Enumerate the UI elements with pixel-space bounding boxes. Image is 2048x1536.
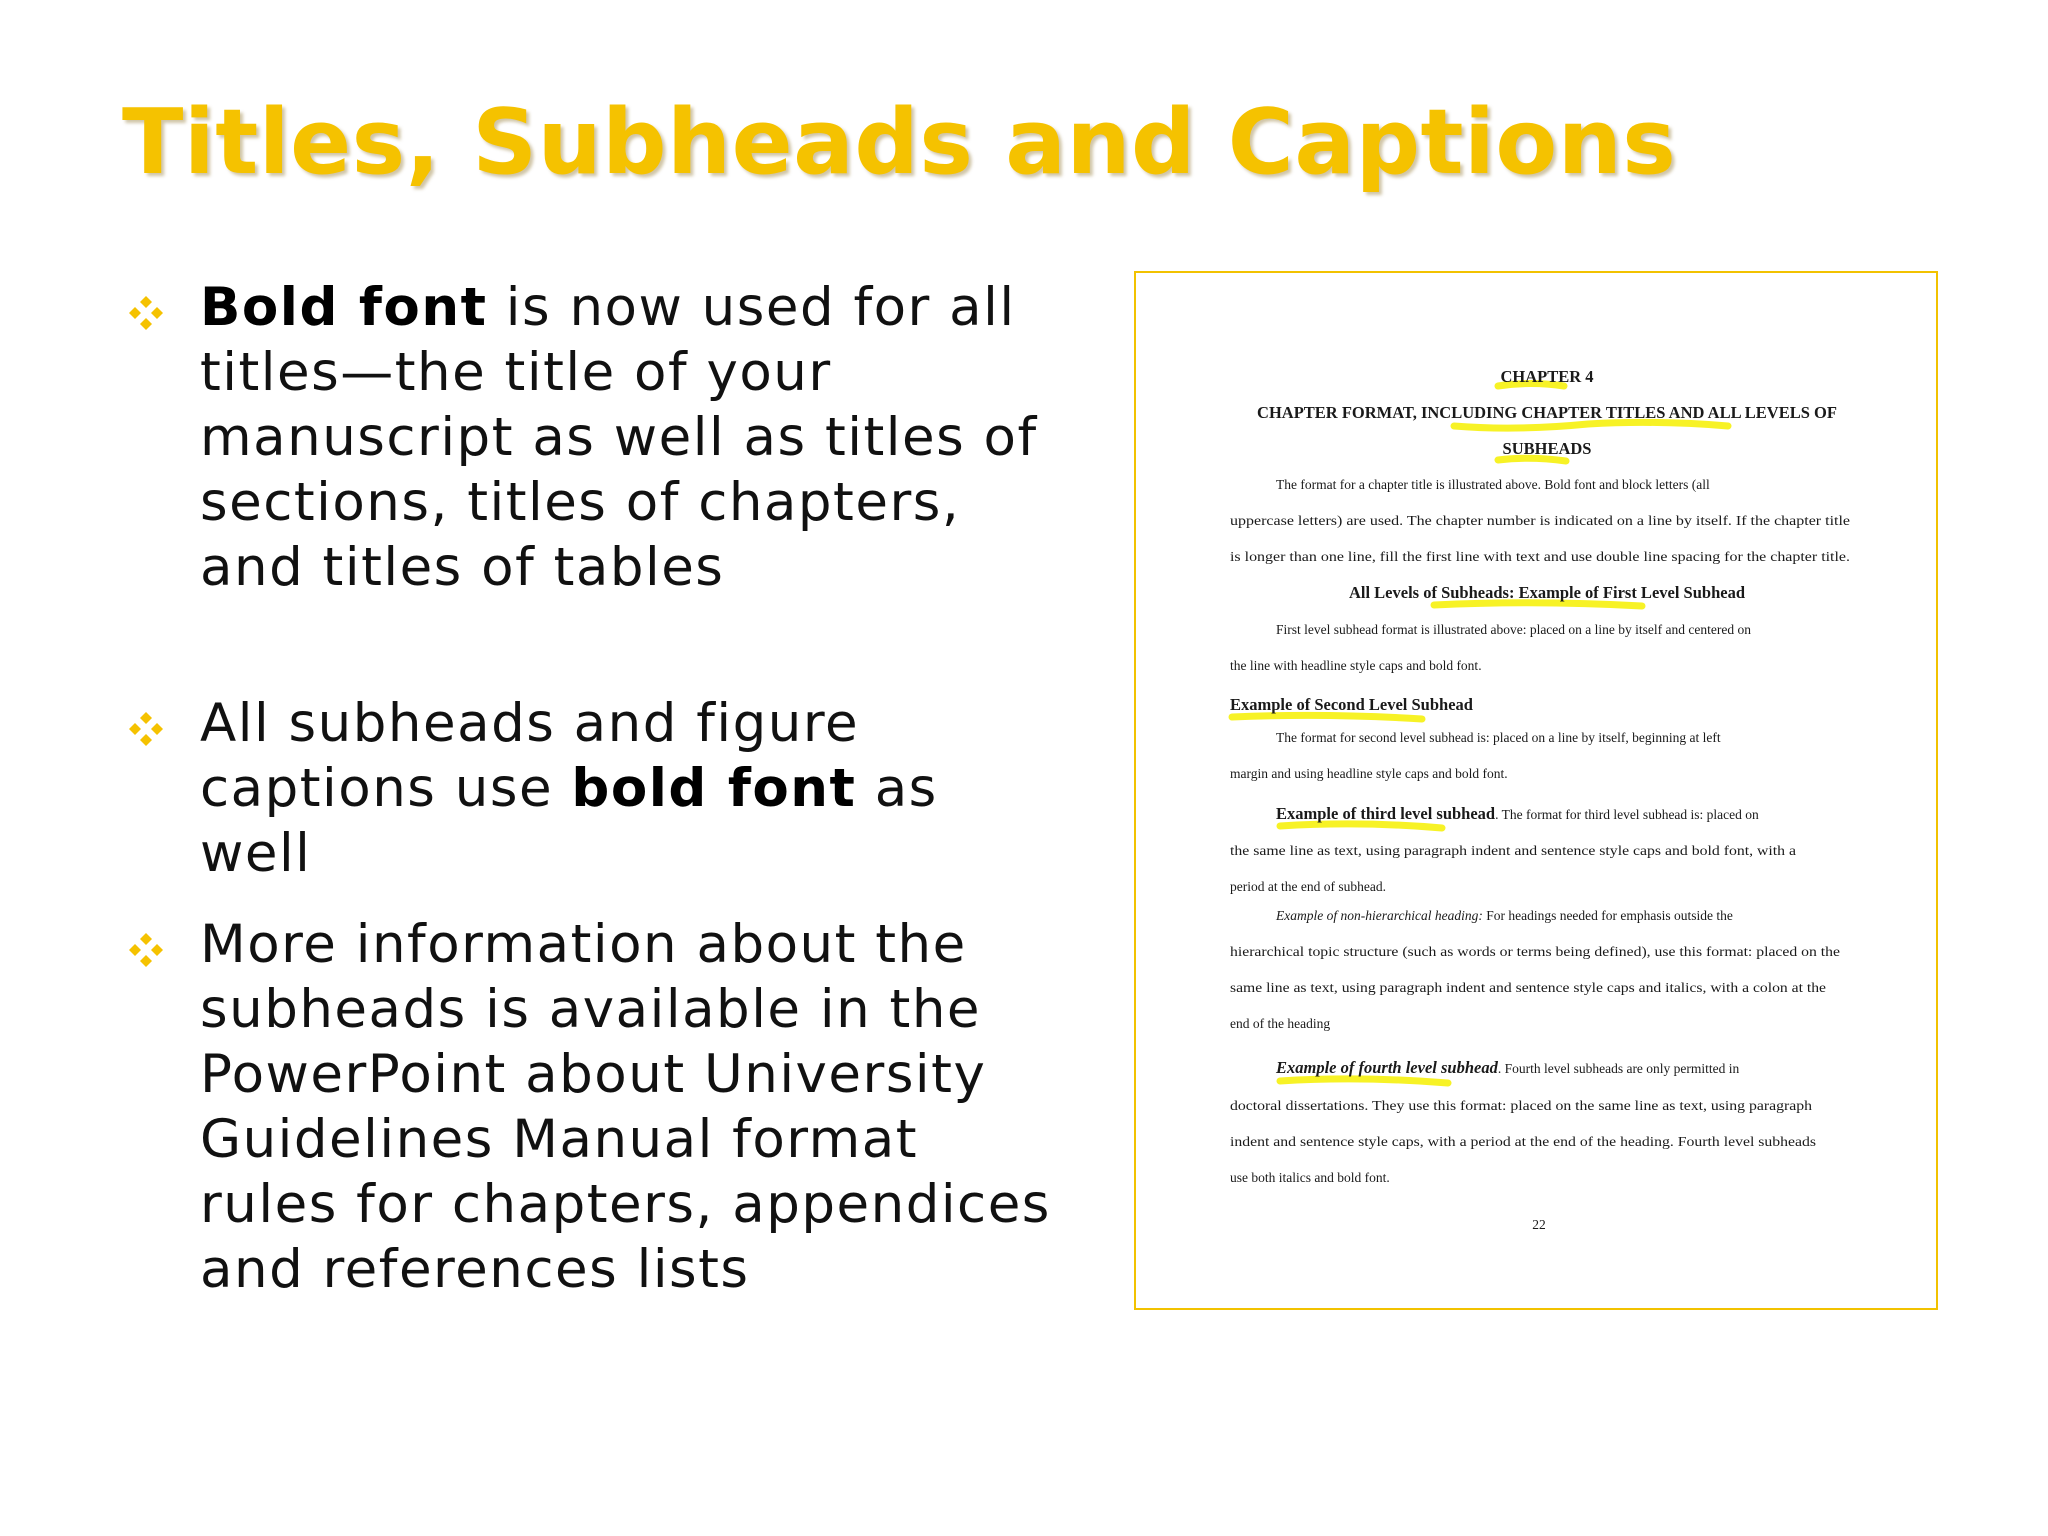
paragraph-line: use both italics and bold font. bbox=[1230, 1170, 1390, 1185]
paragraph-line: The format for second level subhead is: placed on a line by itself, beginning at left bbox=[1276, 730, 1721, 745]
slide-title: Titles, Subheads and Captions bbox=[122, 90, 1677, 195]
bullet-text bbox=[200, 912, 1060, 1302]
bullet-body: All subheads and figure captions use bbox=[200, 693, 860, 819]
chapter-title: SUBHEADS bbox=[1502, 439, 1592, 458]
paragraph-line: The format for a chapter title is illustrated above. Bold font and block letters (all bbox=[1276, 477, 1710, 492]
paragraph-line: First level subhead format is illustrated above: placed on a line by itself and centered on bbox=[1276, 622, 1751, 637]
highlight-mark bbox=[1280, 824, 1442, 828]
highlight-mark bbox=[1454, 422, 1728, 428]
second-level-subhead: Example of Second Level Subhead bbox=[1230, 695, 1473, 714]
page-number: 22 bbox=[1532, 1217, 1546, 1232]
chapter-label: CHAPTER 4 bbox=[1500, 367, 1594, 386]
paragraph-line: uppercase letters) are used. The chapter number is indicated on a line by itself. If the chapter title bbox=[1230, 513, 1851, 528]
bullet-body: is now used for all titles—the title of your manuscript as well as titles of sections, titles of chapters, and titles of tables bbox=[200, 277, 1038, 598]
third-level-subhead: Example of third level subhead bbox=[1276, 804, 1496, 823]
fourth-level-subhead: Example of fourth level subhead bbox=[1276, 1058, 1498, 1077]
four-diamond-bullet-icon bbox=[126, 293, 166, 333]
paragraph-line: indent and sentence style caps, with a period at the end of the heading. Fourth level subheads bbox=[1230, 1134, 1816, 1149]
paragraph-line: end of the heading bbox=[1230, 1016, 1331, 1031]
paragraph-line: period at the end of subhead. bbox=[1230, 879, 1386, 894]
paragraph-text: . Fourth level subheads are only permitted in bbox=[1497, 1061, 1740, 1076]
bullet-text bbox=[200, 275, 1060, 600]
bold-lead: Bold font bbox=[200, 277, 488, 338]
paragraph-line bbox=[1276, 804, 1759, 823]
highlight-mark bbox=[1232, 715, 1422, 719]
document-page-image bbox=[1134, 271, 1938, 1310]
bold-phrase: bold font bbox=[571, 758, 857, 819]
paragraph-line: margin and using headline style caps and bold font. bbox=[1230, 766, 1508, 781]
document-page bbox=[1136, 273, 1938, 1310]
paragraph-line bbox=[1275, 908, 1733, 923]
bullet-body: More information about the subheads is available in the PowerPoint about University Guidelines Manual format rules for chapters, appendices and references lists bbox=[200, 914, 1051, 1300]
paragraph-text: . The format for third level subhead is: placed on bbox=[1495, 807, 1759, 822]
highlight-mark bbox=[1280, 1079, 1448, 1083]
paragraph-line: the line with headline style caps and bold font. bbox=[1230, 658, 1482, 673]
bullet-text bbox=[200, 691, 1060, 886]
paragraph-line: hierarchical topic structure (such as words or terms being defined), use this format: placed on the bbox=[1230, 944, 1841, 959]
paragraph-line: is longer than one line, fill the first line with text and use double line spacing for the chapter title. bbox=[1230, 549, 1850, 564]
non-hierarchical-heading: Example of non-hierarchical heading: bbox=[1276, 908, 1483, 923]
highlight-mark bbox=[1498, 458, 1566, 461]
bullet-body-end: as well bbox=[200, 758, 938, 884]
paragraph-line: the same line as text, using paragraph indent and sentence style caps and bold font, with a bbox=[1230, 843, 1797, 858]
chapter-title: CHAPTER FORMAT, INCLUDING CHAPTER TITLES AND ALL LEVELS OF bbox=[1257, 403, 1837, 422]
paragraph-text: For headings needed for emphasis outside the bbox=[1482, 908, 1733, 923]
paragraph-line bbox=[1275, 1058, 1740, 1077]
paragraph-line: same line as text, using paragraph indent and sentence style caps and italics, with a colon at the bbox=[1230, 980, 1827, 995]
first-level-subhead: All Levels of Subheads: Example of First Level Subhead bbox=[1348, 583, 1746, 602]
four-diamond-bullet-icon bbox=[126, 709, 166, 749]
four-diamond-bullet-icon bbox=[126, 930, 166, 970]
highlight-mark bbox=[1434, 603, 1642, 606]
paragraph-line: doctoral dissertations. They use this format: placed on the same line as text, using paragraph bbox=[1230, 1098, 1813, 1113]
